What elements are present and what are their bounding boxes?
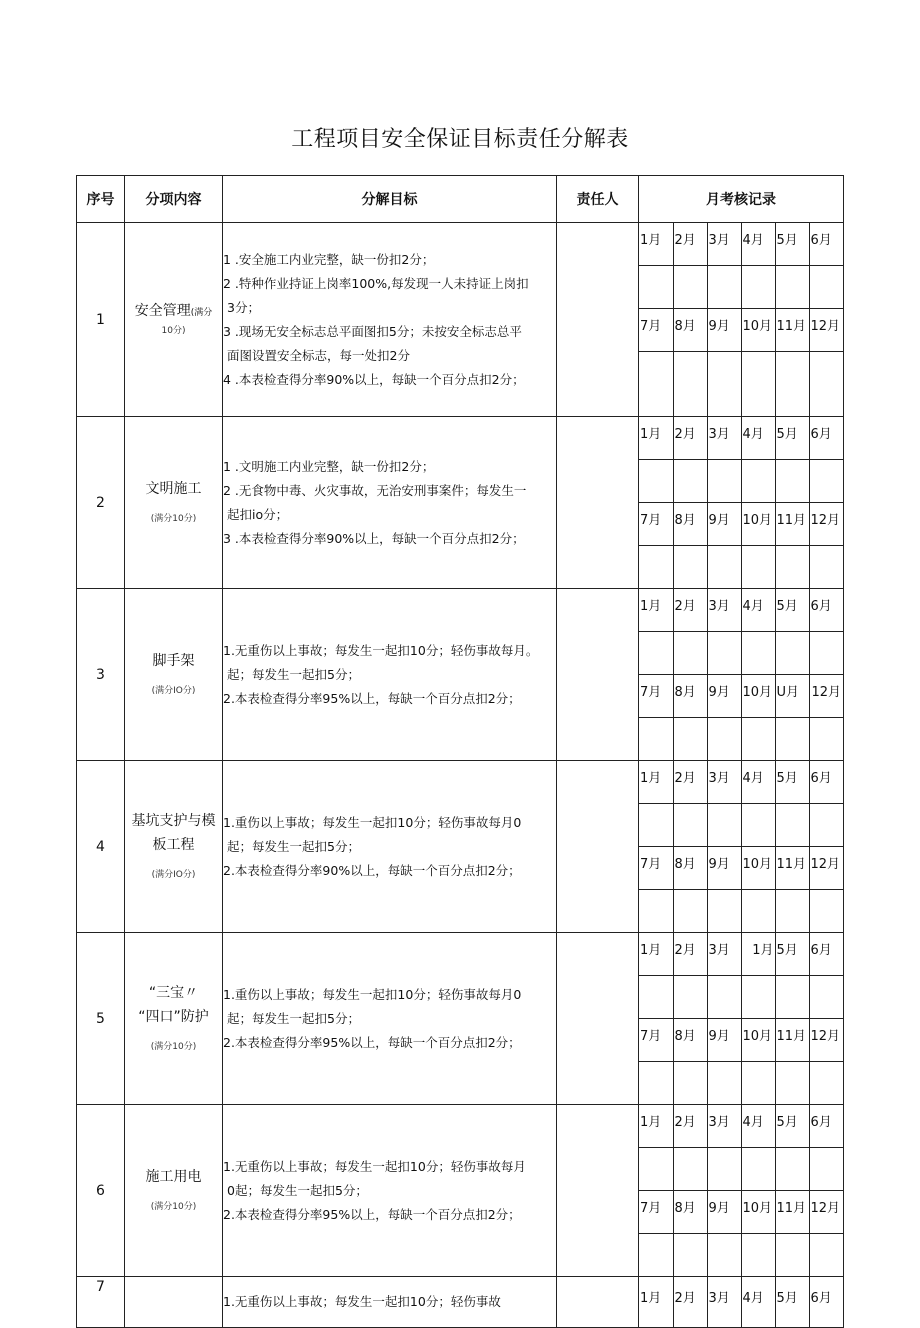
target-line: 2 .特种作业持证上岗率100%,每发现一人未持证上岗扣 [223,275,529,291]
table-row [77,223,844,417]
month-label: 9月 [707,309,741,352]
header-item: 分项内容 [125,176,223,223]
month-score-cell[interactable] [673,1062,707,1105]
month-label: 6月 [809,761,843,804]
month-score-cell[interactable] [741,352,775,417]
month-score-cell[interactable] [707,804,741,847]
month-label: 1月 [639,223,673,266]
target-line: 1 .安全施工内业完整，缺一份扣2分； [223,251,435,267]
item-name-line: 板工程 [152,836,195,853]
month-label: 5月 [775,933,809,976]
row-target [223,761,557,933]
month-label: 3月 [707,589,741,632]
month-score-cell[interactable] [639,266,673,309]
month-label: 12月 [809,1019,843,1062]
item-name-line: 基坑支护与模 [131,813,216,830]
month-label: 2月 [673,417,707,460]
row-seq: 2 [77,417,125,589]
month-label: 11月 [775,847,809,890]
month-label: 4月 [741,761,775,804]
target-line: 2 .无食物中毒、火灾事故，无治安刑事案件；每发生一 [223,482,527,498]
month-score-cell[interactable] [673,1148,707,1191]
month-score-cell[interactable] [809,546,843,589]
month-label: 11月 [775,309,809,352]
month-score-cell[interactable] [775,718,809,761]
month-label: 3月 [707,761,741,804]
target-line: 2.本表检查得分率90%以上，每缺一个百分点扣2分； [223,862,521,878]
month-score-cell[interactable] [809,632,843,675]
month-label: 3月 [707,1105,741,1148]
month-score-cell[interactable] [775,976,809,1019]
month-label: 3月 [707,933,741,976]
responsible-cell[interactable] [557,1277,639,1328]
item-name: 文明施工 [145,480,202,497]
month-score-cell[interactable] [707,546,741,589]
target-line: 起；每发生一起扣5分； [227,666,360,682]
table-row [77,761,844,933]
month-label: 6月 [810,1291,832,1306]
month-label: 2月 [673,1105,707,1148]
header-monthly: 月考核记录 [639,176,844,223]
month-label: 8月 [673,1019,707,1062]
table-row [77,417,844,589]
month-label: 2月 [673,223,707,266]
responsible-cell[interactable] [557,223,639,417]
month-score-cell[interactable] [741,804,775,847]
target-line: 3 .现场无安全标志总平面图扣5分；未按安全标志总平 [223,323,522,339]
month-label: 7月 [639,503,673,546]
responsible-cell[interactable] [557,1105,639,1277]
month-label: 12月 [809,847,843,890]
month-score-cell[interactable] [741,546,775,589]
month-score-cell[interactable] [673,804,707,847]
month-score-cell[interactable] [809,1148,843,1191]
month-score-cell[interactable] [707,1062,741,1105]
month-score-cell[interactable] [741,632,775,675]
month-label: 6月 [809,933,843,976]
responsible-cell[interactable] [557,933,639,1105]
month-label: 9月 [707,847,741,890]
month-label: 8月 [673,309,707,352]
month-label: 12月 [809,675,843,718]
safety-target-table [76,175,844,1328]
month-label: 5月 [775,761,809,804]
month-score-cell[interactable] [639,890,673,933]
item-name: 安全管理 [134,302,191,319]
month-score-cell[interactable] [707,1148,741,1191]
month-label: 4月 [741,1277,775,1327]
month-label: 5月 [775,417,809,460]
month-label: 9月 [707,503,741,546]
month-label: 6月 [809,417,843,460]
month-label: 10月 [741,847,775,890]
month-label: 7月 [639,1019,673,1062]
month-score-cell[interactable] [741,890,775,933]
month-score-cell[interactable] [673,718,707,761]
month-label: 4月 [741,1105,775,1148]
row-item [125,761,223,933]
row-seq: 5 [77,933,125,1105]
month-score-cell[interactable] [809,976,843,1019]
month-label: 5月 [775,1105,809,1148]
row-item [125,223,223,417]
table-row [77,589,844,761]
month-label: 10月 [741,1191,775,1234]
month-score-cell[interactable] [775,1234,809,1277]
month-score-cell[interactable] [639,1148,673,1191]
month-score-cell[interactable] [809,352,843,417]
page-title: 工程项目安全保证目标责任分解表 [291,127,629,152]
row-target [223,417,557,589]
row-item [125,417,223,589]
month-score-cell[interactable] [673,352,707,417]
month-score-cell[interactable] [639,1062,673,1105]
month-label: 11月 [775,503,809,546]
target-line: 1.无重伤以上事故；每发生一起扣10分；轻伤事故每月。 [223,642,539,658]
month-score-cell[interactable] [673,976,707,1019]
month-score-cell[interactable] [673,460,707,503]
item-note: (满分10分) [150,1041,197,1052]
month-label: 4月 [741,223,775,266]
month-label: 10月 [741,1019,775,1062]
target-line: 1.无重伤以上事故；每发生一起扣10分；轻伤事故 [223,1294,501,1309]
month-label: 4月 [741,589,775,632]
month-label: 1月 [639,761,673,804]
table-header-row [77,176,844,223]
month-score-cell[interactable] [673,632,707,675]
responsible-cell[interactable] [557,761,639,933]
month-score-cell[interactable] [741,1148,775,1191]
month-label: 6月 [809,1105,843,1148]
target-line: 1 .文明施工内业完整，缺一份扣2分； [223,458,435,474]
month-score-cell[interactable] [639,632,673,675]
month-score-cell[interactable] [639,546,673,589]
month-score-cell[interactable] [809,1062,843,1105]
month-label: 8月 [673,1191,707,1234]
month-score-cell[interactable] [775,1062,809,1105]
month-label: 7月 [639,847,673,890]
row-item [125,933,223,1105]
month-label: 12月 [809,309,843,352]
month-label: 1月 [639,1105,673,1148]
month-label: 1月 [639,1277,673,1327]
target-line: 起扣io分； [227,506,289,522]
item-note: (满分IO分) [151,869,196,880]
month-label: 10月 [741,503,775,546]
target-line: 1.重伤以上事故；每发生一起扣10分；轻伤事故每月0 [223,814,522,830]
month-label: 2月 [673,933,707,976]
item-name-line: “四口”防护 [138,1008,209,1025]
month-score-cell[interactable] [809,890,843,933]
month-label: 8月 [673,847,707,890]
month-score-cell[interactable] [775,632,809,675]
month-score-cell[interactable] [809,266,843,309]
month-label: 10月 [741,675,775,718]
month-label: 3月 [707,223,741,266]
item-note-inline: (满分 [190,307,213,318]
month-score-cell[interactable] [673,266,707,309]
month-score-cell[interactable] [741,718,775,761]
target-line: 2.本表检查得分率95%以上，每缺一个百分点扣2分； [223,690,521,706]
month-record [639,933,844,1105]
target-line: 2.本表检查得分率95%以上，每缺一个百分点扣2分； [223,1034,521,1050]
month-score-cell[interactable] [741,266,775,309]
month-label: 9月 [707,1019,741,1062]
month-score-cell[interactable] [741,1062,775,1105]
month-score-cell[interactable] [809,718,843,761]
item-note: (满分IO分) [151,685,196,696]
month-label: 1月 [639,589,673,632]
month-label: 1月 [741,933,775,976]
month-score-cell[interactable] [639,1234,673,1277]
month-record [639,223,844,417]
month-label: 5月 [775,589,809,632]
month-score-cell[interactable] [673,1234,707,1277]
item-note: (满分10分) [150,513,197,524]
target-line: 起；每发生一起扣5分； [227,838,360,854]
row-item [125,1277,223,1328]
month-score-cell[interactable] [741,976,775,1019]
header-target: 分解目标 [223,176,557,223]
responsible-cell[interactable] [557,417,639,589]
month-score-cell[interactable] [639,718,673,761]
target-line: 3分； [227,299,260,315]
target-line: 起；每发生一起扣5分； [227,1010,360,1026]
row-seq: 6 [77,1105,125,1277]
month-record [639,1277,844,1328]
month-score-cell[interactable] [707,1234,741,1277]
month-score-cell[interactable] [639,804,673,847]
month-label: 1月 [639,933,673,976]
month-score-cell[interactable] [775,890,809,933]
month-score-cell[interactable] [707,890,741,933]
month-label: 11月 [775,1191,809,1234]
month-score-cell[interactable] [775,546,809,589]
month-score-cell[interactable] [775,266,809,309]
month-label: 3月 [707,417,741,460]
month-score-cell[interactable] [775,352,809,417]
month-label: 2月 [673,589,707,632]
row-item [125,1105,223,1277]
month-score-cell[interactable] [707,976,741,1019]
row-target [223,1277,557,1328]
month-score-cell[interactable] [809,460,843,503]
month-score-cell[interactable] [639,976,673,1019]
target-line: 4 .本表检查得分率90%以上，每缺一个百分点扣2分； [223,371,525,387]
item-name: 脚手架 [152,652,195,669]
month-score-cell[interactable] [741,1234,775,1277]
month-label: 12月 [809,503,843,546]
row-seq: 4 [77,761,125,933]
month-label: 2月 [673,761,707,804]
month-label: 11月 [775,1019,809,1062]
month-score-cell[interactable] [707,632,741,675]
item-note: 10分) [161,325,186,336]
month-label: 10月 [741,309,775,352]
target-line: 2.本表检查得分率95%以上，每缺一个百分点扣2分； [223,1206,521,1222]
header-responsible: 责任人 [557,176,639,223]
month-label: 7月 [639,309,673,352]
item-note: (满分10分) [150,1201,197,1212]
table-row [77,1105,844,1277]
item-name-line: “三宝〃 [148,985,199,1002]
target-line: 1.无重伤以上事故；每发生一起扣10分；轻伤事故每月 [223,1158,526,1174]
month-label: 7月 [639,675,673,718]
month-score-cell[interactable] [707,460,741,503]
month-record [639,1105,844,1277]
month-label: 6月 [809,589,843,632]
row-seq: 1 [77,223,125,417]
month-score-cell[interactable] [673,546,707,589]
row-item [125,589,223,761]
month-score-cell[interactable] [809,804,843,847]
row-target [223,1105,557,1277]
month-label: 8月 [673,675,707,718]
month-record [639,589,844,761]
row-target [223,223,557,417]
month-score-cell[interactable] [707,352,741,417]
month-label: 5月 [775,1277,809,1327]
month-label: 5月 [775,223,809,266]
table-row [77,1277,844,1328]
month-score-cell[interactable] [775,804,809,847]
table-row [77,933,844,1105]
month-record [639,761,844,933]
month-label: 8月 [673,503,707,546]
target-line: 0起；每发生一起扣5分； [227,1182,368,1198]
month-score-cell[interactable] [775,460,809,503]
month-score-cell[interactable] [639,352,673,417]
target-line: 3 .本表检查得分率90%以上，每缺一个百分点扣2分； [223,530,525,546]
month-score-cell[interactable] [673,890,707,933]
target-line: 1.重伤以上事故；每发生一起扣10分；轻伤事故每月0 [223,986,522,1002]
row-seq: 7 [77,1277,125,1328]
month-label: 9月 [707,675,741,718]
month-label: 6月 [809,223,843,266]
header-seq: 序号 [77,176,125,223]
month-label: 1月 [639,417,673,460]
month-record [639,417,844,589]
month-score-cell[interactable] [741,460,775,503]
target-line: 面图设置安全标志，每一处扣2分 [227,347,410,363]
responsible-cell[interactable] [557,589,639,761]
month-score-cell[interactable] [639,460,673,503]
row-target [223,933,557,1105]
month-label: 7月 [639,1191,673,1234]
month-score-cell[interactable] [707,718,741,761]
row-seq: 3 [77,589,125,761]
month-score-cell[interactable] [707,266,741,309]
month-label: 2月 [673,1277,707,1327]
month-score-cell[interactable] [809,1234,843,1277]
row-target [223,589,557,761]
month-label: 12月 [809,1191,843,1234]
month-label: 3月 [707,1277,741,1327]
item-name: 施工用电 [145,1168,202,1185]
month-label: 4月 [741,417,775,460]
month-score-cell[interactable] [775,1148,809,1191]
month-label: U月 [775,675,809,718]
month-label: 9月 [707,1191,741,1234]
